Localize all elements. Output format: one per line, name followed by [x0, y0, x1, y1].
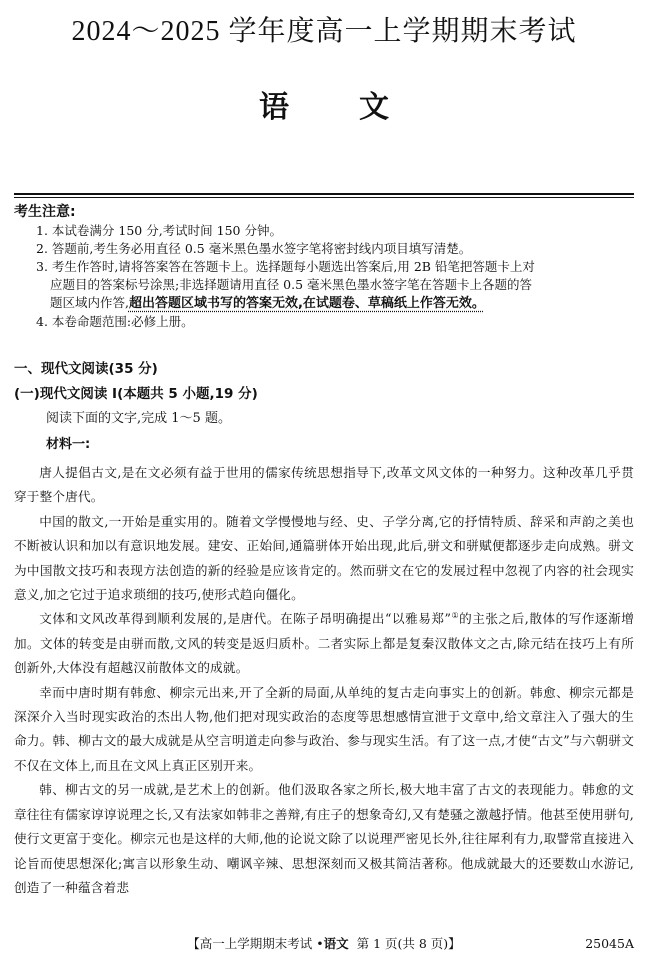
notice-list — [36, 222, 634, 331]
reading-instruction: 阅读下面的文字,完成 1～5 题。 — [46, 411, 231, 426]
exam-title: 2024～2025 学年度高一上学期期末考试 — [71, 16, 577, 47]
header-rule-thick — [14, 193, 634, 195]
passage-paragraph — [14, 607, 634, 680]
notice-item-continued — [36, 294, 634, 313]
page-footer — [0, 936, 648, 952]
header-rule-thin — [14, 197, 634, 198]
footer-exam-label: 【高一上学期期末考试 • — [187, 936, 324, 951]
notice-item: 4. 本卷命题范围:必修上册。 — [36, 314, 194, 329]
paper-code: 25045A — [585, 936, 634, 951]
subject-title: 语文 — [259, 90, 459, 125]
passage-paragraph: 幸而中唐时期有韩愈、柳宗元出来,开了全新的局面,从单纯的复古走向事实上的创新。韩愈、柳宗元都是深深介入当时现实政治的杰出人物,他们把对现实政治的态度等思想感情宣泄于文章中,给文章注入了强大的生命力。韩、柳古文的最大成就是从空言明道走向参与政治、参与现实生活。有了这一点,才使“古文”与六朝骈文不仅在文体上,而且在文风上真正区别开来。 — [14, 684, 634, 773]
passage-paragraph: 韩、柳古文的另一成就,是艺术上的创新。他们汲取各家之所长,极大地丰富了古文的表现能力。韩愈的文章往往有儒家谆谆说理之长,又有法家如韩非之善辩,有庄子的想象奇幻,又有楚骚之激越抒情。他甚至使用骈句,使行文更富于变化。柳宗元也是这样的大师,他的论说文除了以说理严密见长外,往往犀利有力,取譬常直接进入论旨而使思想深化;寓言以形象生动、嘲讽辛辣、思想深刻而又极其简洁著称。他成就最大的还要数山水游记,创造了一种蕴含着悲 — [14, 782, 634, 895]
paragraph-text: 的主张之后,散体的写作逐渐增加。文体的转变是由骈而散,文风的转变是返归质朴。二者实际上都是复秦汉散体文之古,除元结在技巧上有所创新外,大体没有超越汉前散体文的成就。 — [14, 611, 634, 676]
footer-page-number: 第 1 页(共 8 页)】 — [356, 936, 461, 951]
notice-item-text: 题区域内作答, — [50, 295, 129, 310]
passage-paragraph: 中国的散文,一开始是重实用的。随着文学慢慢地与经、史、子学分离,它的抒情特质、辞采和声韵之美也不断被认识和加以有意识地发展。建安、正始间,通篇骈体开始出现,此后,骈文和骈赋便都逐步走向成熟。骈文为中国散文技巧和表现方法创造的新的经验是应该肯定的。然而骈文在它的发展过程中忽视了内容的社会现实意义,加之它过于追求琐细的技巧,使形式趋向僵化。 — [14, 513, 634, 603]
footer-subject: 语文 — [323, 936, 349, 951]
notice-item: 1. 本试卷满分 150 分,考试时间 150 分钟。 — [36, 223, 282, 238]
notice-heading: 考生注意: — [14, 204, 76, 220]
notice-emphasis: 超出答题区域书写的答案无效,在试题卷、草稿纸上作答无效。 — [128, 296, 485, 311]
notice-item: 3. 考生作答时,请将答案答在答题卡上。选择题每小题选出答案后,用 2B 铅笔把答题卡上对 — [36, 259, 535, 274]
notice-item: 2. 答题前,考生务必用直径 0.5 毫米黑色墨水签字笔将密封线内项目填写清楚。 — [36, 241, 472, 256]
notice-item-continued: 应题目的答案标号涂黑;非选择题请用直径 0.5 毫米黑色墨水签字笔在答题卡上各题的答 — [50, 277, 533, 292]
paragraph-text: 文体和文风改革得到顺利发展的,是唐代。在陈子昂明确提出“以雅易郑” — [39, 611, 452, 627]
material-label: 材料一: — [46, 437, 91, 452]
section-subtitle: (一)现代文阅读 Ⅰ(本题共 5 小题,19 分) — [14, 386, 258, 402]
footnote-marker: ① — [451, 611, 460, 621]
passage — [14, 461, 634, 900]
passage-paragraph: 唐人提倡古文,是在文必须有益于世用的儒家传统思想指导下,改革文风文体的一种努力。这种改革几乎贯穿于整个唐代。 — [14, 465, 634, 505]
section-title: 一、现代文阅读(35 分) — [14, 361, 158, 377]
